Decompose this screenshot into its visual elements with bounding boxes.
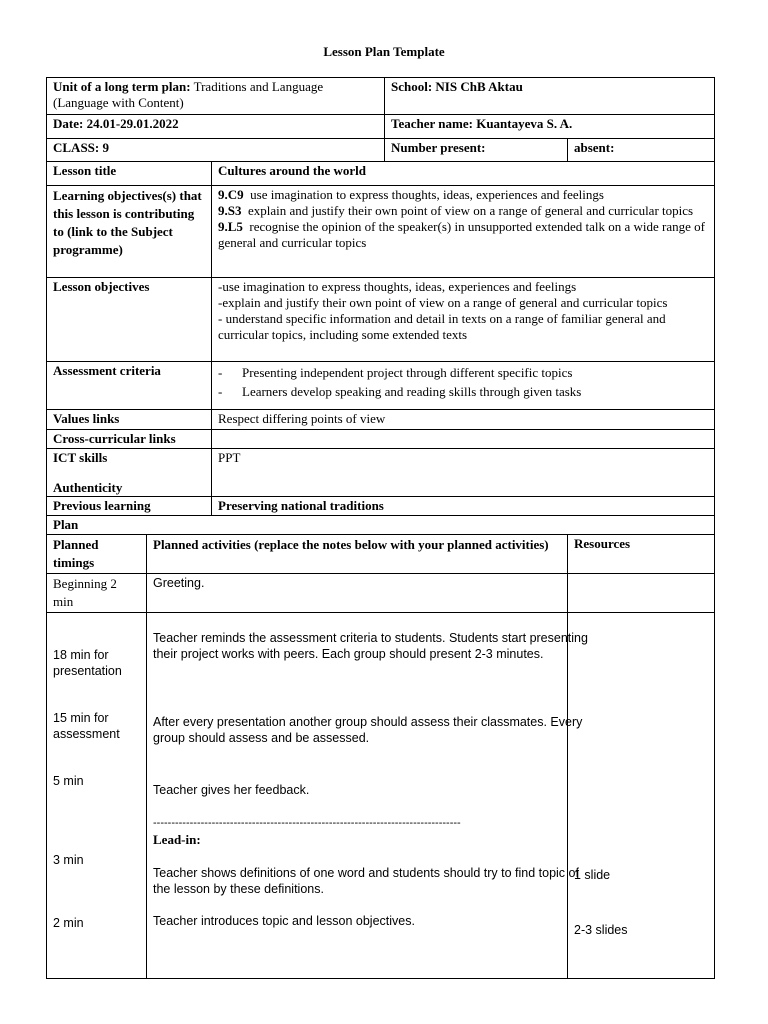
date-cell <box>47 115 385 139</box>
ict-value: PPT <box>212 449 715 497</box>
assessment-cell <box>212 362 715 410</box>
number-present-cell: Number present: <box>385 139 568 162</box>
school-label: School: <box>391 79 433 94</box>
lesson-title-value: Cultures around the world <box>212 162 715 186</box>
cross-curricular-row <box>47 430 715 449</box>
activity-feedback: Teacher gives her feedback. <box>153 783 310 797</box>
teacher-value: Kuantayeva S. A. <box>476 116 573 131</box>
lesson-plan-table <box>46 77 715 979</box>
objective-code: 9.C9 <box>218 187 244 202</box>
activity-introduce: Teacher introduces topic and lesson objectives. <box>153 914 415 928</box>
ict-row <box>47 449 715 497</box>
resource-slides: 2-3 slides <box>574 923 628 937</box>
main-activities-cell <box>147 613 588 979</box>
lesson-objectives-row <box>47 278 715 362</box>
class-label: CLASS: <box>53 140 100 155</box>
time-feedback: 5 min <box>53 774 84 788</box>
time-assessment: 15 min for assessment <box>53 711 120 741</box>
document-title: Lesson Plan Template <box>323 44 445 59</box>
cross-curricular-value <box>212 430 715 449</box>
main-timings-cell <box>47 613 147 979</box>
assessment-label: Assessment criteria <box>47 362 212 410</box>
learning-objective-item <box>218 187 708 203</box>
beginning-resources <box>568 574 715 613</box>
lesson-objective-item: -explain and justify their own point of view on a range of general and curricular topics <box>218 295 668 310</box>
class-cell <box>47 139 385 162</box>
planned-timings-header: Planned timings <box>47 535 147 574</box>
time-presentation: 18 min for presentation <box>53 648 122 678</box>
objective-code: 9.L5 <box>218 219 243 234</box>
unit-row <box>47 78 715 115</box>
ict-label: ICT skills <box>53 450 108 465</box>
ict-label-cell <box>47 449 212 497</box>
main-resources-cell <box>568 613 715 979</box>
planned-activities-header: Planned activities (replace the notes below with your planned activities) <box>147 535 568 574</box>
objective-text: recognise the opinion of the speaker(s) in unsupported extended talk on a wide range of general and curricular topics <box>218 219 705 250</box>
beginning-time: Beginning 2 min <box>47 574 147 613</box>
previous-learning-row <box>47 497 715 516</box>
resource-slide: 1 slide <box>574 868 611 882</box>
class-value: 9 <box>102 140 109 155</box>
learning-objectives-row <box>47 186 715 278</box>
teacher-cell <box>385 115 715 139</box>
lesson-objective-item: -use imagination to express thoughts, ideas, experiences and feelings <box>218 279 577 294</box>
previous-learning-value: Preserving national traditions <box>212 497 715 516</box>
assessment-item: - Learners develop speaking and reading skills through given tasks <box>218 382 708 401</box>
unit-label: Unit of a long term plan: <box>53 79 191 94</box>
class-row <box>47 139 715 162</box>
lesson-title-row <box>47 162 715 186</box>
learning-objectives-cell <box>212 186 715 278</box>
previous-learning-label: Previous learning <box>47 497 212 516</box>
cross-curricular-label: Cross-curricular links <box>47 430 212 449</box>
greeting-activity: Greeting. <box>147 574 568 613</box>
lesson-title-label: Lesson title <box>47 162 212 186</box>
objective-text: use imagination to express thoughts, ideas, experiences and feelings <box>250 187 604 202</box>
resources-header: Resources <box>568 535 715 574</box>
assessment-row <box>47 362 715 410</box>
plan-row <box>47 516 715 535</box>
lesson-objectives-label: Lesson objectives <box>47 278 212 362</box>
learning-objective-item <box>218 219 708 251</box>
school-value: NIS ChB Aktau <box>435 79 523 94</box>
activity-assessment: After every presentation another group should assess their classmates. Every group should assess and be assessed. <box>153 715 583 745</box>
plan-header-row <box>47 535 715 574</box>
lesson-objectives-cell <box>212 278 715 362</box>
date-row <box>47 115 715 139</box>
unit-value: Traditions and Language (Language with Content) <box>53 79 324 110</box>
beginning-row <box>47 574 715 613</box>
date-value: 24.01-29.01.2022 <box>86 116 179 131</box>
teacher-label: Teacher name: <box>391 116 473 131</box>
date-label: Date: <box>53 116 84 131</box>
values-label: Values links <box>47 410 212 430</box>
time-introduce: 2 min <box>53 916 84 930</box>
authenticity-label: Authenticity <box>53 480 123 495</box>
activity-presentation: Teacher reminds the assessment criteria to students. Students start presenting their project works with peers. Each group should present 2-3 minutes. <box>153 631 588 661</box>
lead-in-heading: Lead-in: <box>153 832 201 847</box>
values-row <box>47 410 715 430</box>
learning-objectives-label: Learning objectives(s) that this lesson is contributing to (link to the Subject programme) <box>47 186 212 278</box>
main-activities-row <box>47 613 715 979</box>
time-lead-in: 3 min <box>53 853 84 867</box>
lesson-objective-item: - understand specific information and detail in texts on a range of familiar general and curricular topics, including some extended texts <box>218 311 666 342</box>
plan-label: Plan <box>47 516 715 535</box>
unit-cell <box>47 78 385 115</box>
absent-cell: absent: <box>568 139 715 162</box>
assessment-item: - Presenting independent project through different specific topics <box>218 363 708 382</box>
activity-definitions: Teacher shows definitions of one word and students should try to find topic of the lesson by these definitions. <box>153 866 579 896</box>
divider-line: ------------------------------------------------------------------------------------ <box>153 817 461 829</box>
school-cell <box>385 78 715 115</box>
learning-objective-item <box>218 203 708 219</box>
objective-text: explain and justify their own point of view on a range of general and curricular topics <box>247 203 694 218</box>
objective-code: 9.S3 <box>218 203 242 218</box>
values-value: Respect differing points of view <box>212 410 715 430</box>
